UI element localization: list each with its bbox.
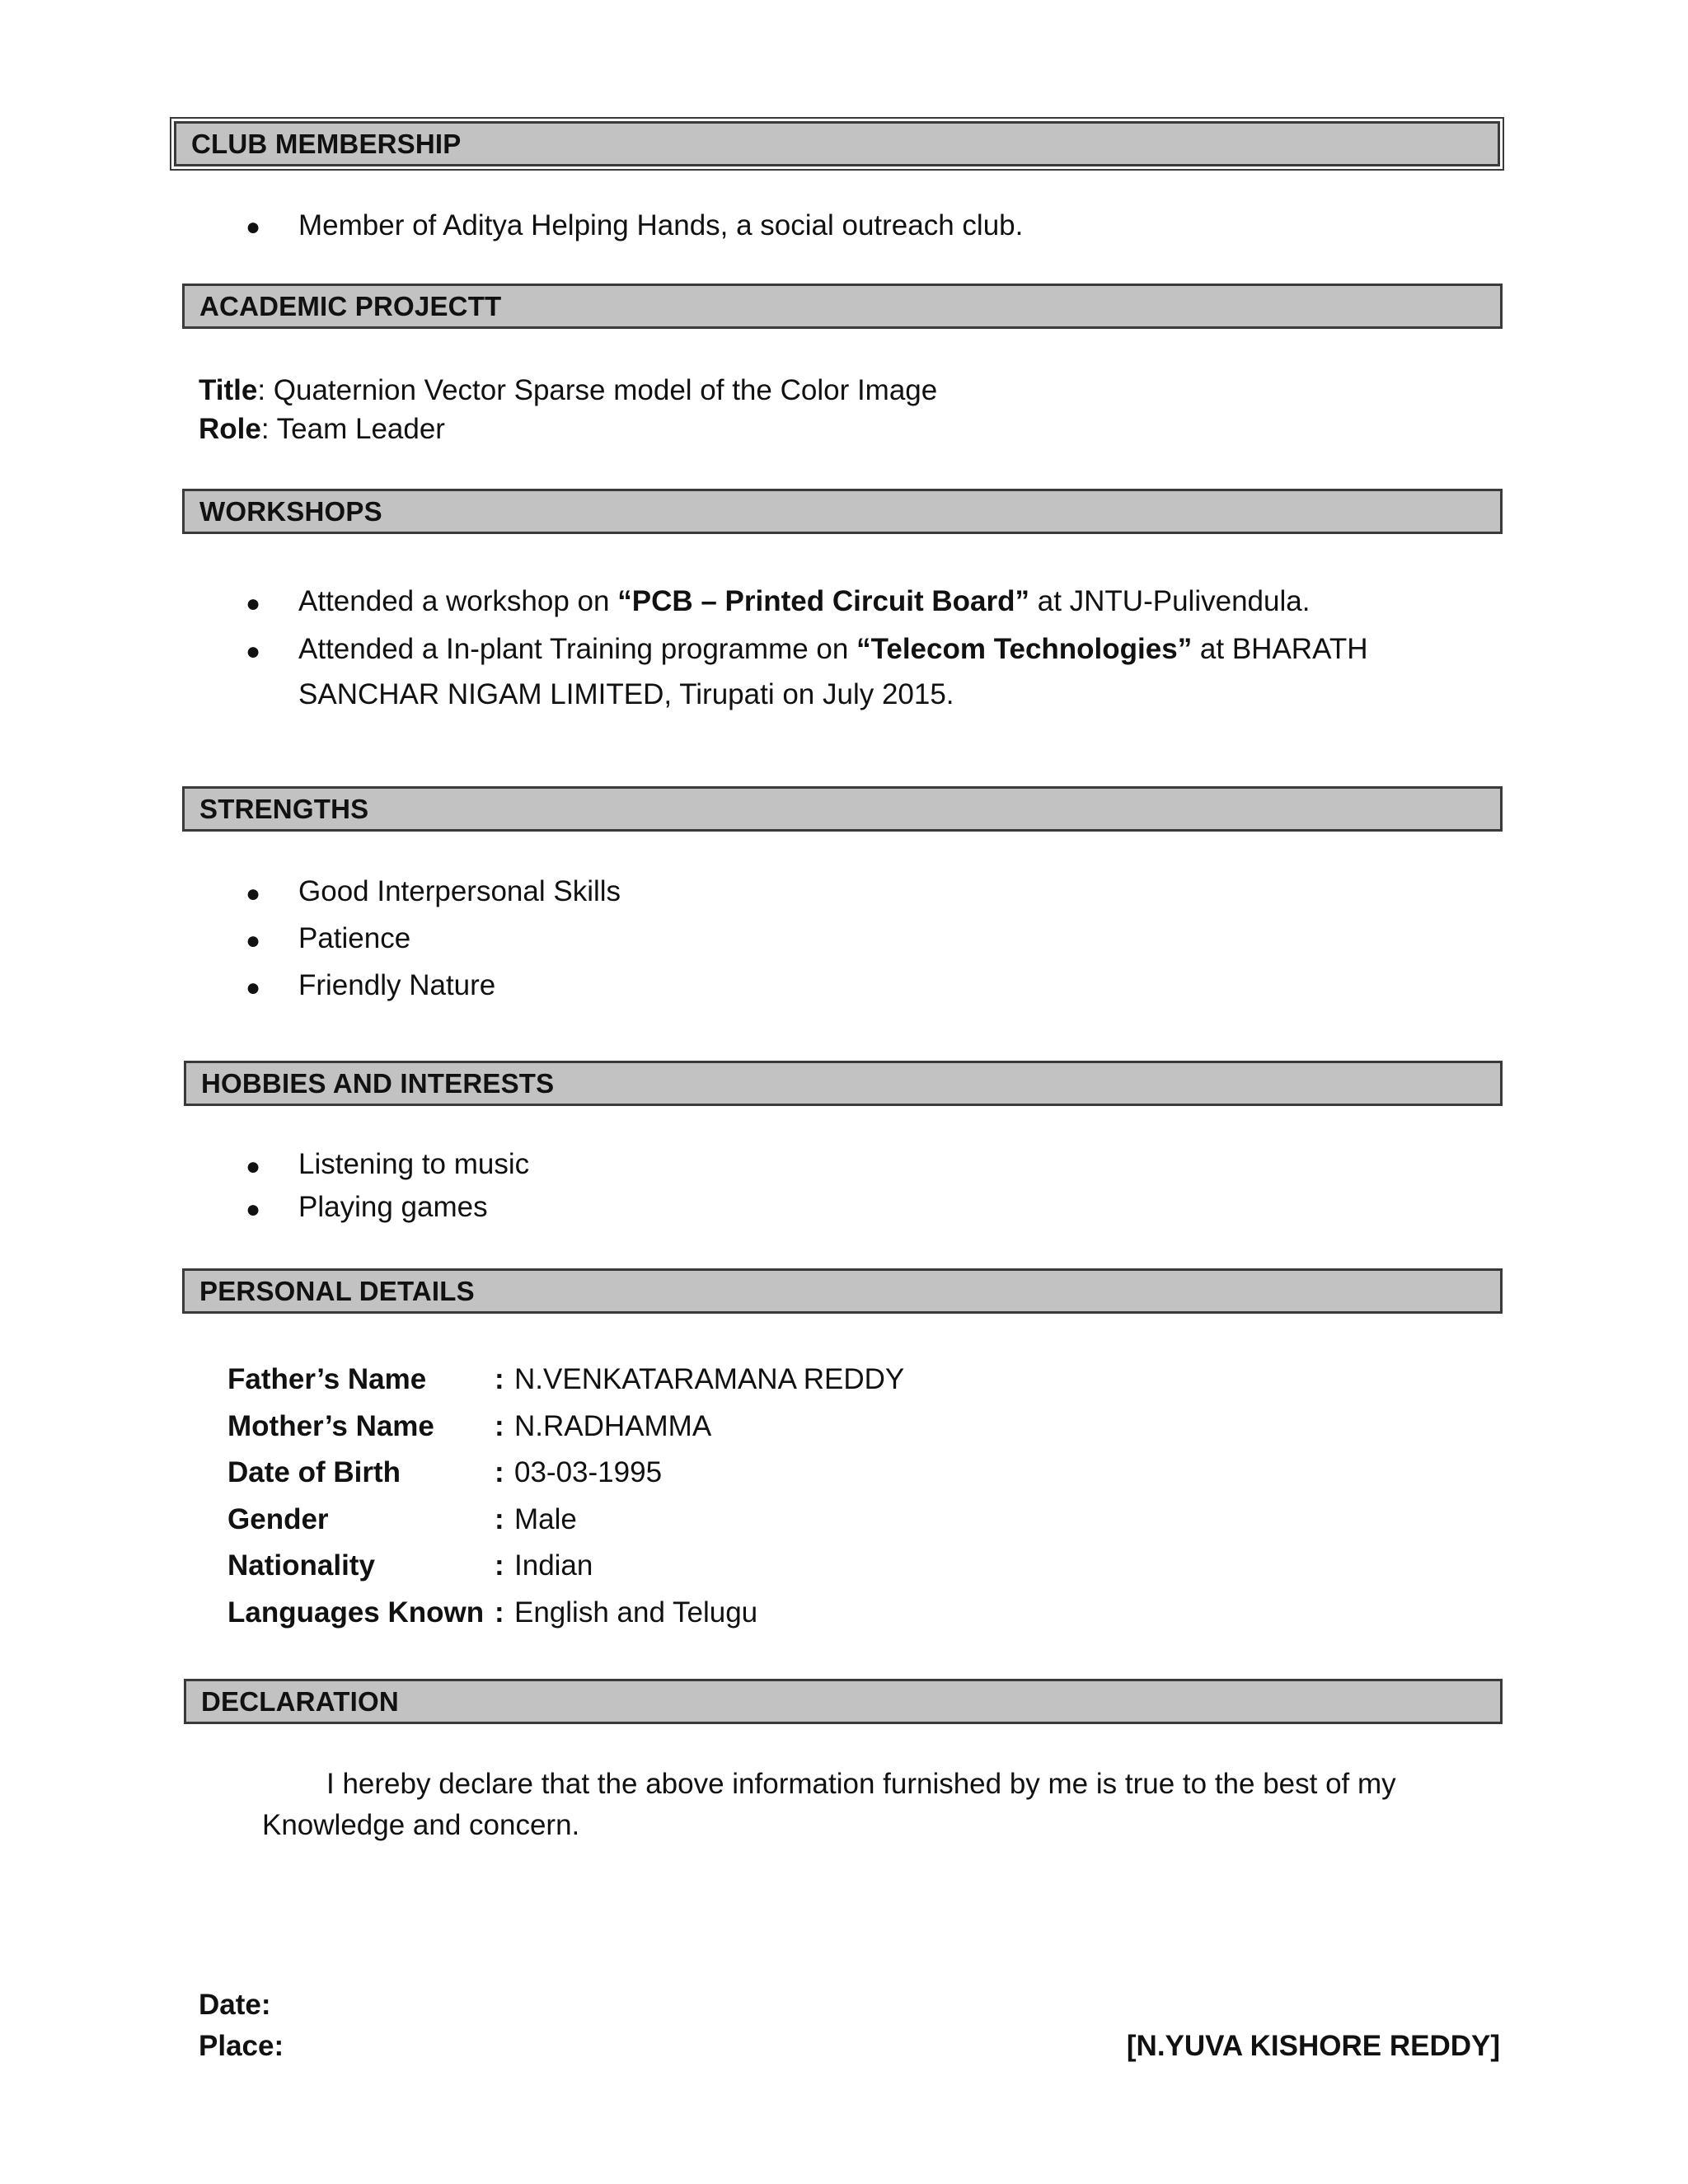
detail-colon: : xyxy=(495,1410,504,1442)
bullet-icon: ● xyxy=(246,213,261,241)
detail-colon: : xyxy=(495,1363,504,1395)
detail-value: N.VENKATARAMANA REDDY xyxy=(514,1363,905,1395)
detail-label: Nationality xyxy=(227,1549,375,1582)
bullet-icon: ● xyxy=(246,974,261,1001)
club-item: Member of Aditya Helping Hands, a social outreach club. xyxy=(298,209,1024,241)
bullet-icon: ● xyxy=(246,638,261,665)
strengths-header xyxy=(182,786,1503,832)
personal-details-header-text: PERSONAL DETAILS xyxy=(199,1276,475,1306)
project-role-value: : Team Leader xyxy=(260,413,445,445)
declaration-header-text: DECLARATION xyxy=(201,1686,399,1717)
declaration-line-2: Knowledge and concern. xyxy=(262,1809,580,1841)
detail-colon: : xyxy=(495,1596,504,1629)
workshop-1-pre: Attended a workshop on xyxy=(298,585,618,617)
detail-label: Father’s Name xyxy=(227,1363,427,1395)
strength-item: Good Interpersonal Skills xyxy=(298,875,621,907)
personal-details-header xyxy=(182,1268,1503,1314)
detail-label: Languages Known xyxy=(227,1596,485,1629)
hobby-item: Listening to music xyxy=(298,1148,530,1180)
date-label: Date: xyxy=(199,1989,271,2021)
project-role-label: Role xyxy=(199,413,261,445)
detail-label: Date of Birth xyxy=(227,1456,401,1488)
bullet-icon: ● xyxy=(246,927,261,954)
detail-value: English and Telugu xyxy=(514,1596,758,1629)
declaration-header xyxy=(184,1679,1503,1724)
strengths-header-text: STRENGTHS xyxy=(199,794,369,824)
declaration-line-1: I hereby declare that the above information furnished by me is true to the best of my xyxy=(326,1768,1396,1800)
detail-colon: : xyxy=(495,1549,504,1582)
project-title-value: : Quaternion Vector Sparse model of the Color Image xyxy=(257,374,938,406)
hobbies-header-text: HOBBIES AND INTERESTS xyxy=(201,1068,555,1099)
project-role-line xyxy=(199,411,445,448)
detail-colon: : xyxy=(495,1456,504,1488)
hobbies-header xyxy=(184,1061,1503,1106)
workshops-header xyxy=(182,489,1503,534)
workshops-header-text: WORKSHOPS xyxy=(199,496,382,527)
workshop-1-post: at JNTU-Pulivendula. xyxy=(1029,585,1311,617)
bullet-icon: ● xyxy=(246,1153,261,1180)
workshop-1-title: “PCB – Printed Circuit Board” xyxy=(617,585,1030,617)
workshop-2-post: at BHARATH xyxy=(1192,633,1368,665)
detail-value: Indian xyxy=(514,1549,593,1582)
detail-value: 03-03-1995 xyxy=(514,1456,663,1488)
detail-colon: : xyxy=(495,1503,504,1535)
detail-value: N.RADHAMMA xyxy=(514,1410,712,1442)
workshop-2-title: “Telecom Technologies” xyxy=(856,633,1193,665)
project-title-label: Title xyxy=(199,374,258,406)
workshop-item-2-line2: SANCHAR NIGAM LIMITED, Tirupati on July 2015. xyxy=(298,678,954,710)
hobby-item: Playing games xyxy=(298,1191,488,1223)
club-membership-header xyxy=(174,121,1500,166)
bullet-icon: ● xyxy=(246,590,261,617)
bullet-icon: ● xyxy=(246,880,261,907)
strength-item: Patience xyxy=(298,922,411,954)
project-title-line xyxy=(199,373,937,409)
detail-label: Mother’s Name xyxy=(227,1410,434,1442)
detail-value: Male xyxy=(514,1503,577,1535)
workshop-item-2 xyxy=(298,631,1367,668)
detail-label: Gender xyxy=(227,1503,329,1535)
bullet-icon: ● xyxy=(246,1196,261,1223)
academic-project-header xyxy=(182,284,1503,329)
place-label: Place: xyxy=(199,2030,284,2062)
workshop-item-1 xyxy=(298,583,1310,620)
workshop-2-pre: Attended a In-plant Training programme on xyxy=(298,633,857,665)
strength-item: Friendly Nature xyxy=(298,969,496,1001)
signature-name: [N.YUVA KISHORE REDDY] xyxy=(1126,2030,1500,2062)
club-membership-header-text: CLUB MEMBERSHIP xyxy=(191,129,462,159)
academic-project-header-text: ACADEMIC PROJECTT xyxy=(199,291,502,321)
